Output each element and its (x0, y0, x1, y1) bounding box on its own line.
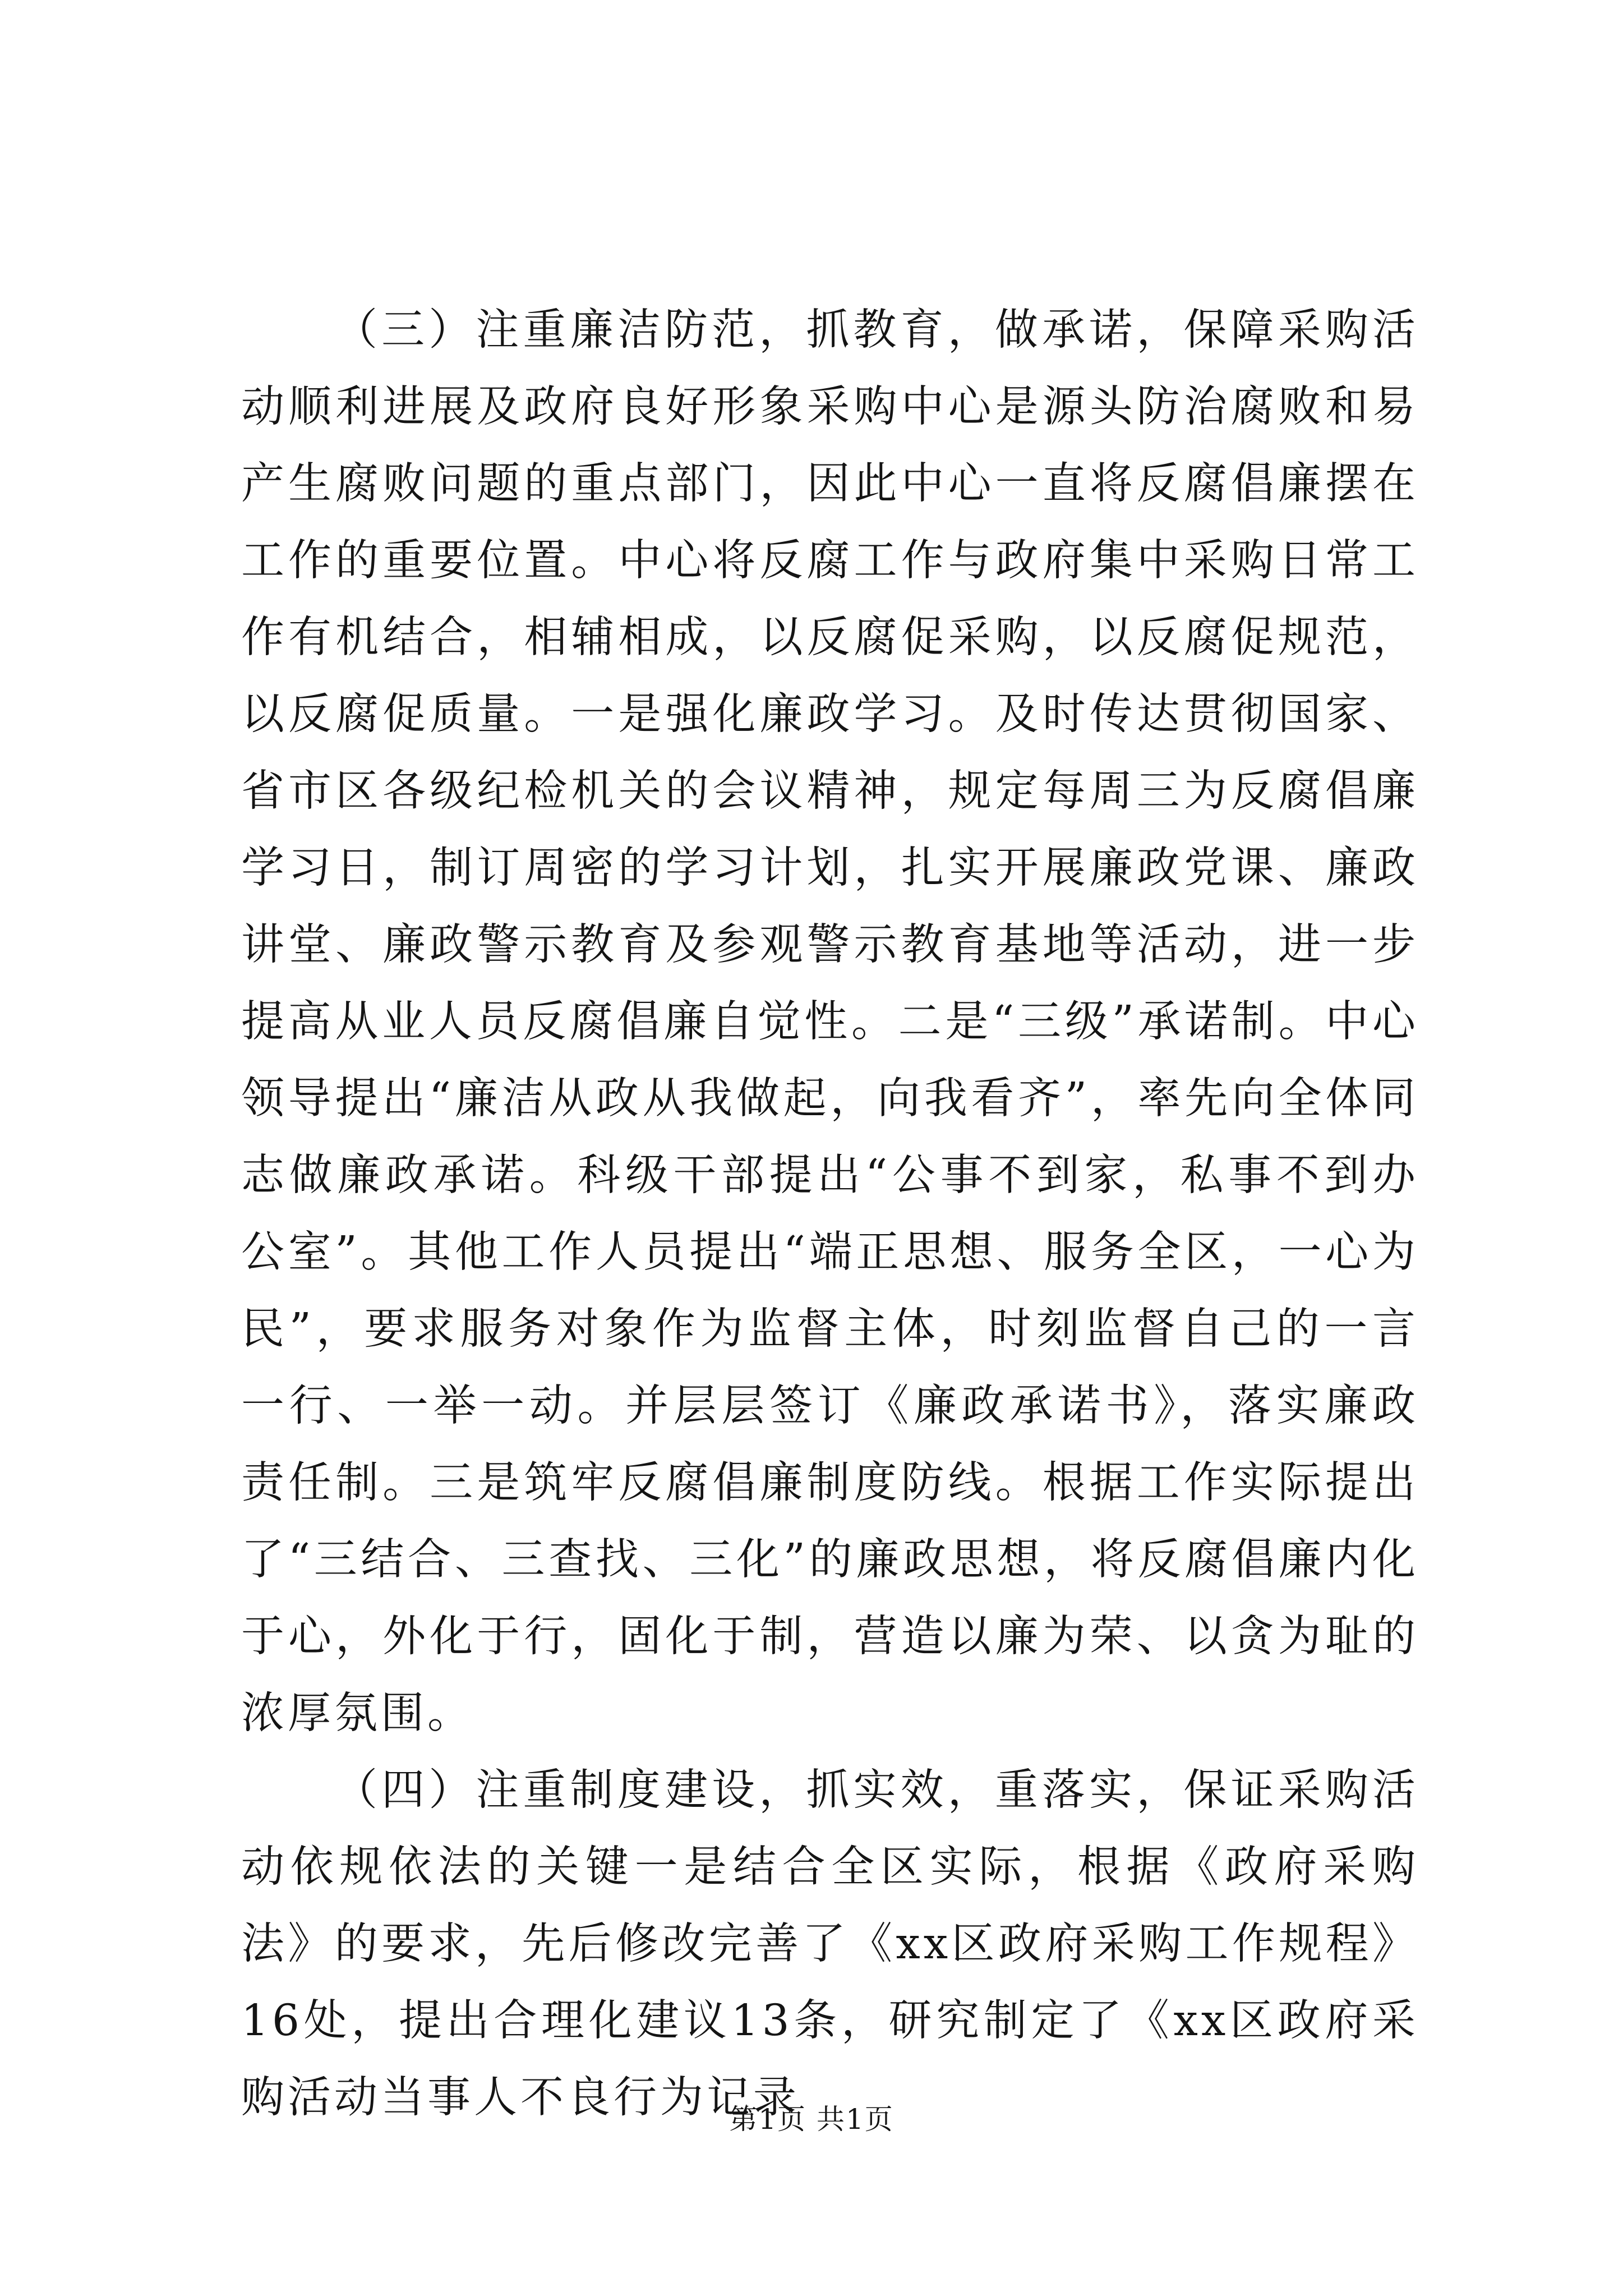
paragraph-3: （三）注重廉洁防范，抓教育，做承诺，保障采购活动顺利进展及政府良好形象采购中心是源头防治腐败和易产生腐败问题的重点部门，因此中心一直将反腐倡廉摆在工作的重要位置。中心将反腐工作与政府集中采购日常工作有机结合，相辅相成，以反腐促采购，以反腐促规范，以反腐促质量。一是强化廉政学习。及时传达贯彻国家、省市区各级纪检机关的会议精神，规定每周三为反腐倡廉学习日，制订周密的学习计划，扎实开展廉政党课、廉政讲堂、廉政警示教育及参观警示教育基地等活动，进一步提高从业人员反腐倡廉自觉性。二是“三级”承诺制。中心领导提出“廉洁从政从我做起，向我看齐”，率先向全体同志做廉政承诺。科级干部提出“公事不到家，私事不到办公室”。其他工作人员提出“端正思想、服务全区，一心为民”，要求服务对象作为监督主体，时刻监督自己的一言一行、一举一动。并层层签订《廉政承诺书》，落实廉政责任制。三是筑牢反腐倡廉制度防线。根据工作实际提出了“三结合、三查找、三化”的廉政思想，将反腐倡廉内化于心，外化于行，固化于制，营造以廉为荣、以贪为耻的浓厚氛围。 (241, 305, 1419, 1738)
page-footer: 第1页 共1页 (729, 2103, 894, 2136)
paragraph-4: （四）注重制度建设，抓实效，重落实，保证采购活动依规依法的关键一是结合全区实际，根据《政府采购法》的要求，先后修改完善了《xx区政府采购工作规程》16处，提出合理化建议13条，研究制定了《xx区政府采购活动当事人不良行为记录 (241, 1765, 1419, 2123)
body-text (241, 292, 1419, 2136)
